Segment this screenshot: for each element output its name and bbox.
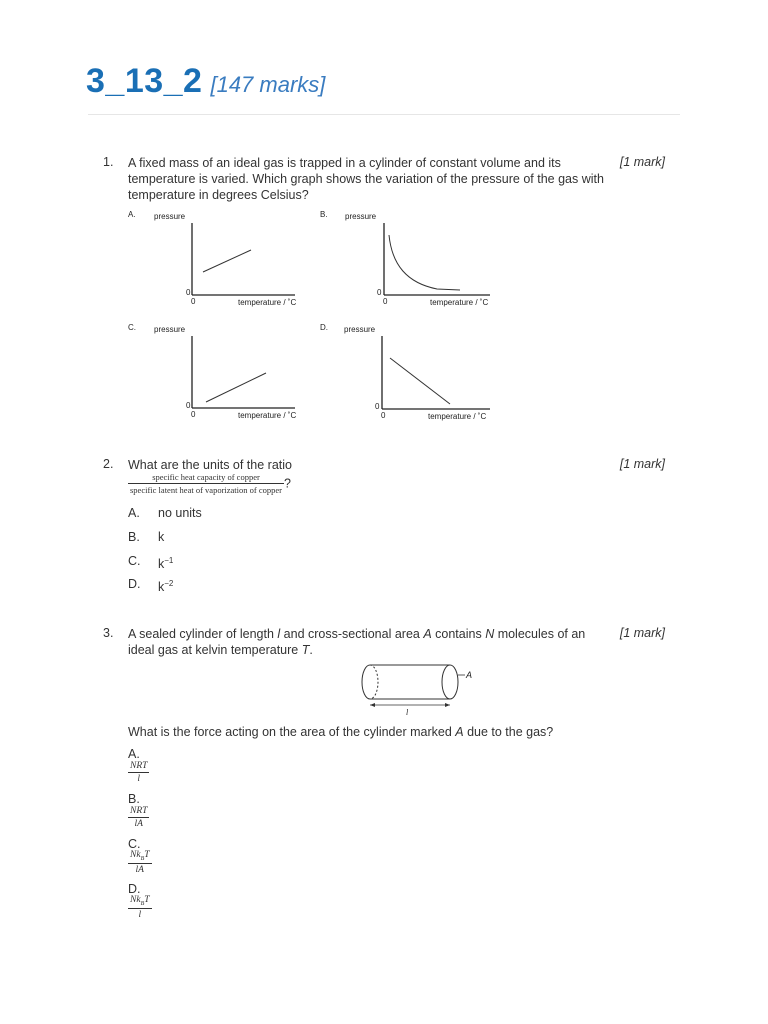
fraction-denominator: specific latent heat of vaporization of copper xyxy=(130,485,282,495)
question-marks: [1 mark] xyxy=(619,457,665,471)
arrow-head-left xyxy=(370,703,375,707)
fraction-numerator xyxy=(128,850,152,864)
fraction xyxy=(128,895,152,920)
var-n: N xyxy=(485,627,495,641)
header-divider xyxy=(88,114,680,115)
option-c-formula xyxy=(128,850,152,875)
option-base: k xyxy=(158,580,165,595)
graph-origin-y: 0 xyxy=(186,401,191,410)
fraction-numerator: NRT xyxy=(130,806,148,816)
graph-option-label: C. xyxy=(128,323,136,332)
question-prompt xyxy=(128,724,553,740)
area-label: A xyxy=(466,670,473,680)
graph-curve xyxy=(389,235,460,290)
question-text-line xyxy=(128,626,585,642)
var-t: T xyxy=(301,643,310,657)
option-letter: D. xyxy=(128,577,141,591)
graph-y-label: pressure xyxy=(154,212,186,221)
question-number: 1. xyxy=(103,155,114,169)
graph-origin-x: 0 xyxy=(191,297,196,306)
graph-origin-x: 0 xyxy=(383,297,388,306)
graph-line xyxy=(390,358,450,404)
text-run: and cross-sectional area xyxy=(280,627,424,641)
var-l: l xyxy=(277,627,281,641)
var-a: A xyxy=(455,725,464,739)
text-run: due to the gas? xyxy=(463,725,554,739)
option-c: C. xyxy=(128,837,141,851)
fraction-denominator: l xyxy=(137,774,141,784)
graph-x-label: temperature / ˚C xyxy=(238,411,297,420)
option-letter: A. xyxy=(128,506,140,520)
numerator-subscript: B xyxy=(140,855,145,862)
graph-y-label: pressure xyxy=(344,325,376,334)
graph-origin-x: 0 xyxy=(191,410,196,419)
numerator-base: Nk xyxy=(130,895,141,905)
fraction xyxy=(128,761,149,784)
graph-y-label: pressure xyxy=(154,325,186,334)
fraction-denominator: lA xyxy=(134,819,143,829)
option-b xyxy=(128,529,140,545)
question-text-line: temperature is varied. Which graph shows the variation of the pressure of the gas with xyxy=(128,172,604,186)
option-c xyxy=(128,553,141,569)
option-base: k xyxy=(158,557,165,572)
graph-c xyxy=(120,318,310,428)
option-b-formula xyxy=(128,806,149,829)
fraction-numerator xyxy=(128,895,152,909)
option-d-text xyxy=(158,576,173,595)
fraction xyxy=(128,806,149,829)
text-run: ideal gas at kelvin temperature xyxy=(128,643,302,657)
text-run: What is the force acting on the area of the cylinder marked xyxy=(128,725,456,739)
option-letter: C. xyxy=(128,554,141,568)
graph-origin-y: 0 xyxy=(375,402,380,411)
question-text-line: A fixed mass of an ideal gas is trapped in a cylinder of constant volume and its xyxy=(128,156,561,170)
title-text: 3_13_2 xyxy=(86,62,203,100)
text-run: contains xyxy=(431,627,486,641)
question-number: 2. xyxy=(103,457,114,471)
graph-line xyxy=(206,373,266,402)
graph-option-label: B. xyxy=(320,210,328,219)
graph-x-label: temperature / ˚C xyxy=(238,298,297,307)
fraction-denominator: l xyxy=(138,909,142,920)
question-text: What are the units of the ratio xyxy=(128,458,292,472)
fraction-numerator: specific heat capacity of copper xyxy=(128,472,284,484)
fraction xyxy=(128,850,152,875)
question-marks: [1 mark] xyxy=(619,155,665,169)
graph-line xyxy=(203,250,251,272)
option-d xyxy=(128,576,141,592)
total-marks: [147 marks] xyxy=(210,72,326,97)
numerator-base: Nk xyxy=(130,850,141,860)
cylinder-left-hidden xyxy=(370,665,378,699)
question-text-line xyxy=(128,642,313,658)
text-run: . xyxy=(309,643,313,657)
graph-origin-y: 0 xyxy=(186,288,191,297)
length-label: l xyxy=(406,708,409,717)
option-a-formula xyxy=(128,761,149,784)
graph-a xyxy=(120,205,310,315)
graph-y-label: pressure xyxy=(345,212,377,221)
graph-b xyxy=(312,205,512,315)
text-run: molecules of an xyxy=(494,627,586,641)
option-exponent: −1 xyxy=(164,556,174,565)
option-d-formula xyxy=(128,895,152,920)
arrow-head-right xyxy=(445,703,450,707)
graph-option-label: D. xyxy=(320,323,328,332)
question-text xyxy=(128,155,618,203)
option-a xyxy=(128,505,140,521)
fraction-numerator: NRT xyxy=(130,761,148,771)
page-title xyxy=(86,62,325,101)
question-number: 3. xyxy=(103,626,114,640)
numerator-subscript: B xyxy=(140,900,145,907)
question-marks: [1 mark] xyxy=(619,626,665,640)
text-run: A sealed cylinder of length xyxy=(128,627,278,641)
option-b: B. xyxy=(128,792,140,806)
fraction-suffix: ? xyxy=(284,476,291,491)
graph-option-label: A. xyxy=(128,210,136,219)
var-a: A xyxy=(423,627,432,641)
option-letter: B. xyxy=(128,530,140,544)
numerator-tail: T xyxy=(144,850,150,860)
cylinder-diagram xyxy=(355,660,480,718)
graph-x-label: temperature / ˚C xyxy=(428,412,487,421)
question-text-line: temperature in degrees Celsius? xyxy=(128,188,309,202)
cylinder-right-end xyxy=(442,665,458,699)
graph-origin-x: 0 xyxy=(381,411,386,420)
option-d: D. xyxy=(128,882,141,896)
numerator-tail: T xyxy=(144,895,150,905)
fraction xyxy=(128,472,284,495)
graph-x-label: temperature / ˚C xyxy=(430,298,489,307)
ratio-fraction xyxy=(128,472,291,495)
option-a: A. xyxy=(128,747,140,761)
graph-d xyxy=(312,318,512,428)
option-b-text: k xyxy=(158,530,165,544)
cylinder-left-end xyxy=(362,665,370,699)
option-exponent: −2 xyxy=(164,579,174,588)
graph-origin-y: 0 xyxy=(377,288,382,297)
option-c-text xyxy=(158,553,173,572)
fraction-denominator: lA xyxy=(135,864,144,875)
option-a-text: no units xyxy=(158,506,202,520)
